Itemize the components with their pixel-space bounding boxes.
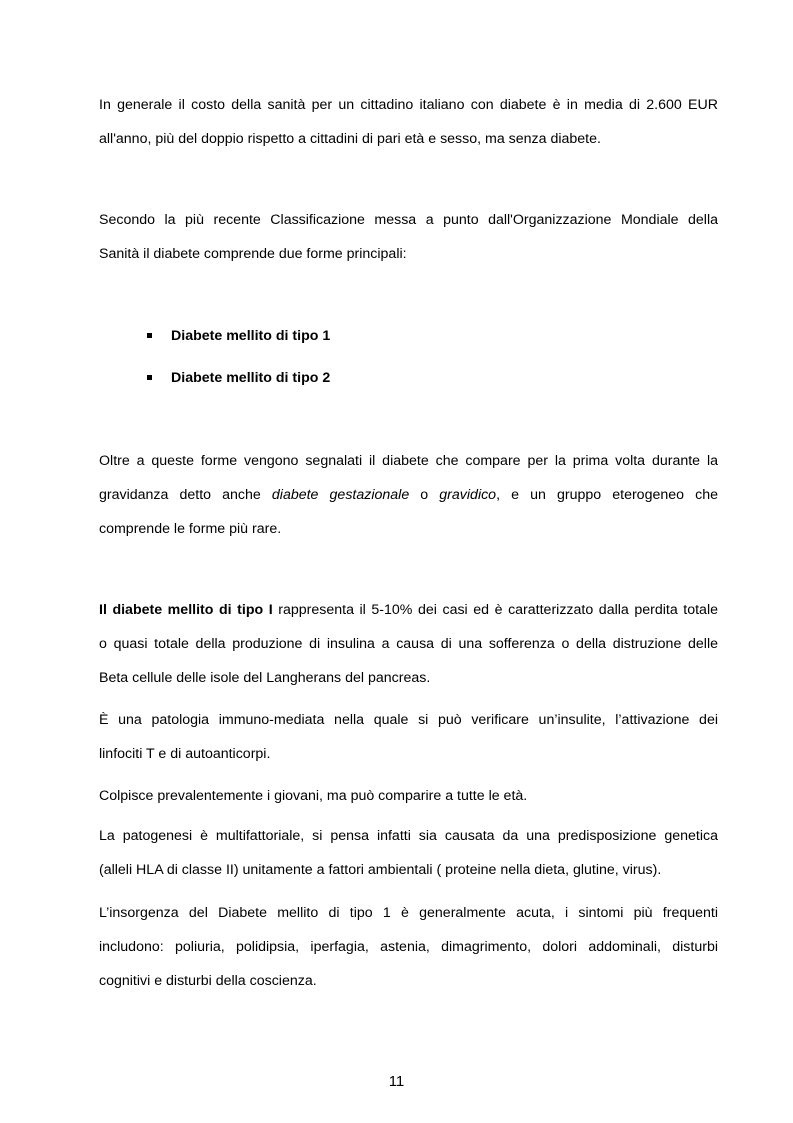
list-item: [147, 326, 330, 368]
text-line: linfociti T e di autoanticorpi.: [99, 746, 271, 762]
bold-term: Il diabete mellito di tipo I: [99, 602, 273, 618]
text-run: , e un gruppo eterogeneo che: [496, 487, 718, 503]
text-line: includono: poliuria, polidipsia, iperfagia, astenia, dimagrimento, dolori addominali, disturbi: [99, 939, 718, 955]
text-line: Sanità il diabete comprende due forme principali:: [99, 246, 407, 262]
text-line: La patogenesi è multifattoriale, si pensa infatti sia causata da una predisposizione genetica: [99, 828, 718, 844]
text-line: all'anno, più del doppio rispetto a cittadini di pari età e sesso, ma senza diabete.: [99, 131, 601, 147]
text-line: (alleli HLA di classe II) unitamente a fattori ambientali ( proteine nella dieta, glutine, virus).: [99, 862, 662, 878]
paragraph-pathogenesis: [99, 819, 718, 887]
square-bullet-icon: [147, 375, 152, 380]
paragraph-classification: [99, 203, 718, 271]
text-line: Secondo la più recente Classificazione messa a punto dall'Organizzazione Mondiale della: [99, 212, 718, 228]
italic-term: gravidico: [439, 487, 497, 503]
paragraph-cost: [99, 88, 718, 156]
list-item-label: Diabete mellito di tipo 1: [171, 328, 331, 344]
paragraph-affects: [99, 779, 718, 813]
paragraph-immune: [99, 703, 718, 771]
bullet-list: [147, 326, 330, 410]
text-run: gravidanza detto anche: [99, 487, 272, 503]
square-bullet-icon: [147, 333, 152, 338]
list-item-label: Diabete mellito di tipo 2: [171, 370, 331, 386]
paragraph-other-forms: [99, 444, 718, 546]
paragraph-onset: [99, 896, 718, 998]
text-line: Oltre a queste forme vengono segnalati il diabete che compare per la prima volta durante la: [99, 453, 718, 469]
text-line: o quasi totale della produzione di insulina a causa di una sofferenza o della distruzione delle: [99, 636, 718, 652]
text-line: L’insorgenza del Diabete mellito di tipo 1 è generalmente acuta, i sintomi più frequenti: [99, 905, 718, 921]
text-line: comprende le forme più rare.: [99, 521, 282, 537]
italic-term: diabete gestazionale: [271, 487, 410, 503]
text-run: o: [409, 487, 440, 503]
text-line: In generale il costo della sanità per un cittadino italiano con diabete è in media di 2.600 EUR: [99, 97, 718, 113]
text-line: [99, 478, 718, 512]
text-line: È una patologia immuno-mediata nella quale si può verificare un’insulite, l’attivazione dei: [99, 712, 718, 728]
text-line: [99, 593, 718, 627]
text-line: cognitivi e disturbi della coscienza.: [99, 973, 317, 989]
list-item: [147, 368, 330, 410]
text-run: rappresenta il 5-10% dei casi ed è caratterizzato dalla perdita totale: [272, 602, 718, 618]
text-line: Colpisce prevalentemente i giovani, ma può comparire a tutte le età.: [99, 788, 528, 804]
page-number: 11: [388, 1073, 405, 1090]
paragraph-type1: [99, 593, 718, 695]
text-line: Beta cellule delle isole del Langherans del pancreas.: [99, 670, 431, 686]
